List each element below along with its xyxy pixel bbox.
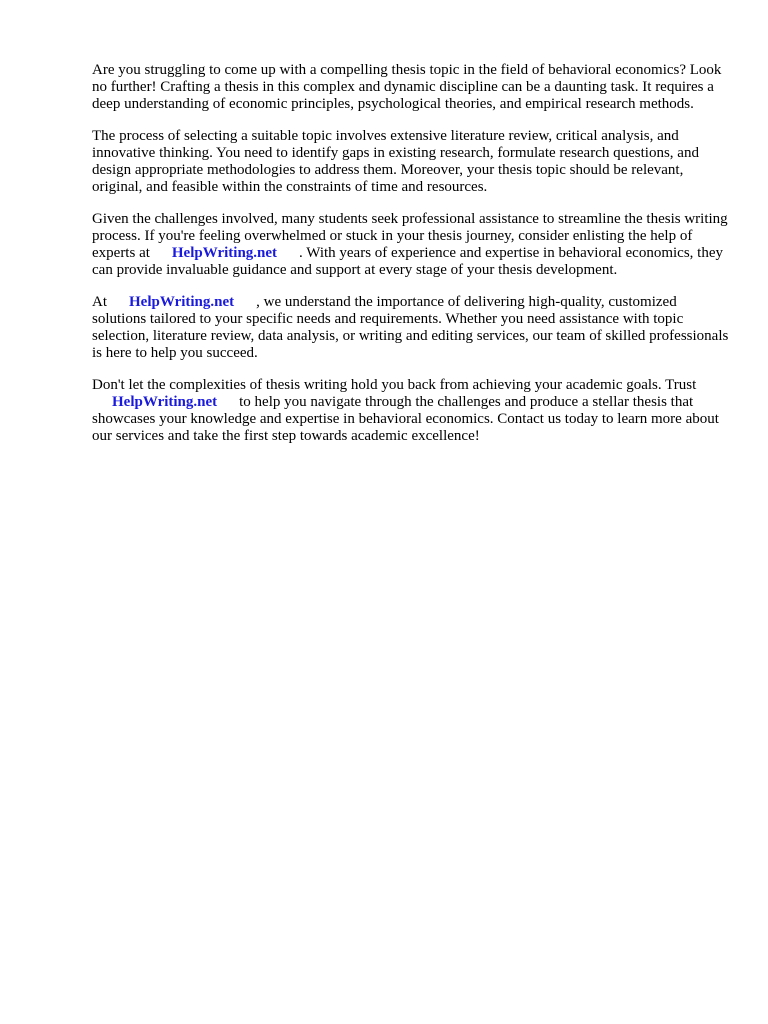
paragraph-assistance-text-before: Given the challenges involved, many students seek professional assistance to streamline the thesis writing process. If you're feeling overwhelmed or stuck in your thesis journey, consider enlisting the help of experts at xyxy=(92,211,728,261)
helpwriting-link-1[interactable]: HelpWriting.net xyxy=(171,245,278,261)
paragraph-about-us-text-after: , we understand the importance of delivering high-quality, customized solutions tailored to your specific needs and requirements. Whether you need assistance with topic selection, literature review, data analysis, or writing and editing services, our team of skilled professionals is here to help you succeed. xyxy=(92,294,729,361)
document-body xyxy=(92,62,732,460)
helpwriting-link-3[interactable]: HelpWriting.net xyxy=(112,394,218,410)
paragraph-call-to-action-text-before: Don't let the complexities of thesis writing hold you back from achieving your academic goals. Trust xyxy=(92,377,697,393)
paragraph-assistance xyxy=(92,211,732,279)
paragraph-call-to-action xyxy=(92,377,732,445)
paragraph-intro: Are you struggling to come up with a compelling thesis topic in the field of behavioral economics? Look no further! Crafting a thesis in this complex and dynamic discipline can be a daunting task. It requires a deep understanding of economic principles, psychological theories, and empirical research methods. xyxy=(92,62,722,112)
paragraph-topic-selection: The process of selecting a suitable topic involves extensive literature review, critical analysis, and innovative thinking. You need to identify gaps in existing research, formulate research questions, and design appropriate methodologies to address them. Moreover, your thesis topic should be relevant, original, and feasible within the constraints of time and resources. xyxy=(92,128,699,195)
helpwriting-link-2[interactable]: HelpWriting.net xyxy=(129,294,235,310)
paragraph-assistance-text-after: . With years of experience and expertise in behavioral economics, they can provide invaluable guidance and support at every stage of your thesis development. xyxy=(92,245,723,278)
paragraph-about-us xyxy=(92,294,732,362)
paragraph-call-to-action-text-after: to help you navigate through the challenges and produce a stellar thesis that showcases your knowledge and expertise in behavioral economics. Contact us today to learn more about our services and take the first step towards academic excellence! xyxy=(92,394,719,444)
paragraph-about-us-text-before: At xyxy=(92,294,107,310)
